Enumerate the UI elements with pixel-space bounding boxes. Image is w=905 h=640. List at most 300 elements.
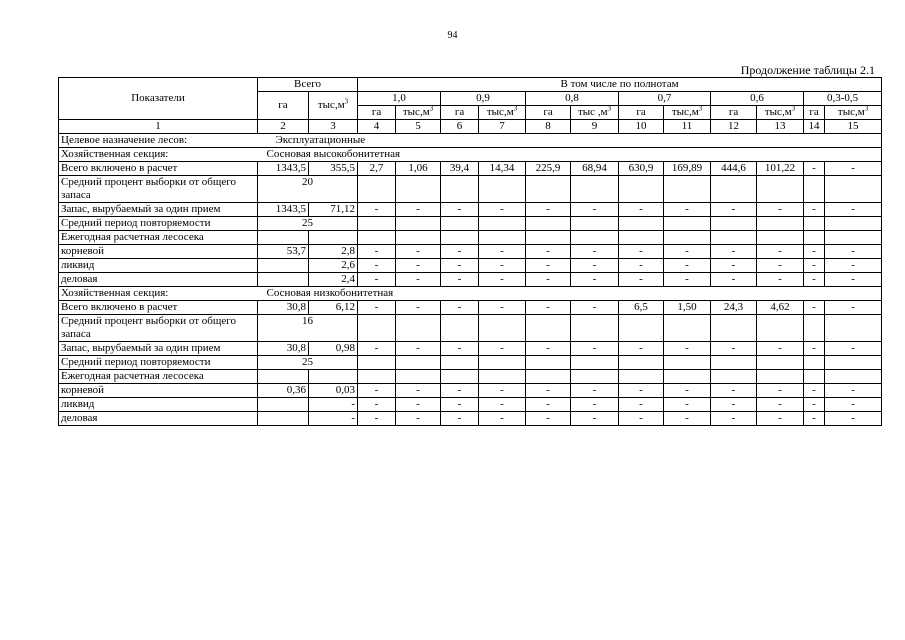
row-merged-value: 25 [258, 356, 358, 370]
empty-cell [664, 356, 711, 370]
avg-period-row [59, 217, 882, 231]
density-group-header: 0,7 [619, 92, 711, 106]
empty-cell [571, 231, 619, 245]
row-merged-value: 16 [258, 315, 358, 342]
row-label: Хозяйственная секция: [59, 287, 258, 301]
table-cell: - [526, 398, 571, 412]
table-cell: - [664, 412, 711, 426]
column-number: 13 [757, 120, 804, 134]
empty-cell [664, 217, 711, 231]
table-cell: - [441, 301, 479, 315]
row-label: Средний процент выборки от общего запаса [59, 176, 258, 203]
empty-cell [526, 356, 571, 370]
empty-cell [479, 356, 526, 370]
density-group-header: 0,8 [526, 92, 619, 106]
table-cell: - [757, 259, 804, 273]
total-calc-row [59, 301, 882, 315]
table-cell: - [825, 301, 882, 315]
table-cell: - [804, 301, 825, 315]
table-cell: - [396, 384, 441, 398]
section-title-row [59, 148, 882, 162]
density-group-header: 0,3-0,5 [804, 92, 882, 106]
table-cell: - [571, 301, 619, 315]
empty-cell [825, 176, 882, 203]
column-number: 3 [309, 120, 358, 134]
ha-subheader: га [804, 106, 825, 120]
annual-cut-row [59, 370, 882, 384]
empty-cell [664, 176, 711, 203]
empty-cell [479, 217, 526, 231]
table-cell: - [804, 245, 825, 259]
table-cell: - [441, 384, 479, 398]
empty-cell [441, 217, 479, 231]
empty-cell [619, 217, 664, 231]
table-cell: - [309, 398, 358, 412]
table-cell: - [711, 412, 757, 426]
table-cell: - [526, 259, 571, 273]
column-number: 14 [804, 120, 825, 134]
table-cell: - [479, 273, 526, 287]
ha-subheader: га [441, 106, 479, 120]
table-cell: - [619, 412, 664, 426]
empty-cell [757, 176, 804, 203]
annual-cut-row [59, 231, 882, 245]
table-cell: 14,34 [479, 162, 526, 176]
including-by-density-header: В том числе по полнотам [358, 78, 882, 92]
density-group-header: 1,0 [358, 92, 441, 106]
empty-cell [526, 176, 571, 203]
empty-cell [804, 231, 825, 245]
table-cell: - [479, 245, 526, 259]
empty-cell [825, 217, 882, 231]
table-cell: - [619, 398, 664, 412]
empty-cell [571, 217, 619, 231]
table-continuation-caption: Продолжение таблицы 2.1 [740, 63, 875, 77]
table-cell: - [358, 203, 396, 217]
empty-cell [479, 176, 526, 203]
table-cell: - [664, 384, 711, 398]
empty-cell [757, 370, 804, 384]
empty-cell [757, 356, 804, 370]
table-cell: - [757, 384, 804, 398]
row-label: Средний период повторяемости [59, 356, 258, 370]
empty-cell [571, 370, 619, 384]
table-cell: - [309, 412, 358, 426]
table-cell: - [664, 203, 711, 217]
liquid-row [59, 398, 882, 412]
table-cell: - [526, 245, 571, 259]
empty-cell [825, 315, 882, 342]
table-cell: - [358, 412, 396, 426]
empty-cell [526, 370, 571, 384]
empty-cell [358, 217, 396, 231]
empty-cell [396, 370, 441, 384]
empty-cell [309, 231, 358, 245]
table-cell: - [804, 203, 825, 217]
table-cell: - [479, 203, 526, 217]
table-cell: - [804, 342, 825, 356]
table-cell: - [526, 301, 571, 315]
forest-purpose-row [59, 134, 882, 148]
root-row [59, 384, 882, 398]
table-cell: - [711, 398, 757, 412]
table-cell: - [571, 245, 619, 259]
table-cell: - [664, 398, 711, 412]
row-label: Запас, вырубаемый за один прием [59, 203, 258, 217]
row-label: корневой [59, 245, 258, 259]
table-cell: - [619, 245, 664, 259]
table-cell: - [825, 342, 882, 356]
empty-cell [711, 370, 757, 384]
table-cell: - [396, 301, 441, 315]
table-cell: 24,3 [711, 301, 757, 315]
empty-cell [396, 356, 441, 370]
row-label: Всего включено в расчет [59, 162, 258, 176]
empty-cell [711, 231, 757, 245]
page-number: 94 [447, 30, 458, 41]
table-cell: 0,98 [309, 342, 358, 356]
row-label: Средний период повторяемости [59, 217, 258, 231]
table-cell: 169,89 [664, 162, 711, 176]
empty-cell [441, 370, 479, 384]
table-cell: - [358, 259, 396, 273]
column-number: 12 [711, 120, 757, 134]
table-cell: - [396, 245, 441, 259]
row-label: ликвид [59, 259, 258, 273]
table-cell: - [757, 398, 804, 412]
table-cell: - [619, 384, 664, 398]
table-cell: - [571, 412, 619, 426]
table-cell: - [804, 412, 825, 426]
table-cell: - [619, 259, 664, 273]
table-cell: - [711, 342, 757, 356]
row-label: Запас, вырубаемый за один прием [59, 342, 258, 356]
table-cell: - [441, 412, 479, 426]
table-cell: - [441, 245, 479, 259]
table-cell: - [664, 245, 711, 259]
empty-cell [441, 315, 479, 342]
empty-cell [804, 370, 825, 384]
table-cell: - [825, 259, 882, 273]
empty-cell [358, 356, 396, 370]
column-number: 8 [526, 120, 571, 134]
indicators-header: Показатели [59, 78, 258, 120]
empty-cell [664, 370, 711, 384]
stock-row [59, 342, 882, 356]
table-cell: - [619, 342, 664, 356]
empty-cell [258, 370, 309, 384]
table-cell: - [825, 245, 882, 259]
ha-subheader: га [526, 106, 571, 120]
table-cell: - [757, 412, 804, 426]
column-number: 5 [396, 120, 441, 134]
table-cell: - [804, 384, 825, 398]
total-calc-row [59, 162, 882, 176]
row-merged-value: 20 [258, 176, 358, 203]
table-cell: - [711, 273, 757, 287]
table-cell: - [664, 273, 711, 287]
row-label: Ежегодная расчетная лесосека [59, 370, 258, 384]
ha-subheader: га [358, 106, 396, 120]
column-number: 11 [664, 120, 711, 134]
table-cell [258, 412, 309, 426]
avg-period-row [59, 356, 882, 370]
table-cell: - [804, 398, 825, 412]
table-cell: - [396, 259, 441, 273]
volume-subheader: $тыс,м^3$ [757, 106, 804, 120]
table-cell: - [358, 398, 396, 412]
empty-cell [258, 231, 309, 245]
empty-cell [358, 176, 396, 203]
table-cell: 630,9 [619, 162, 664, 176]
row-label: Хозяйственная секция: [59, 148, 258, 162]
empty-cell [479, 315, 526, 342]
table-cell: 30,8 [258, 342, 309, 356]
table-cell: 4,62 [757, 301, 804, 315]
table-cell: 1,06 [396, 162, 441, 176]
table-header [59, 78, 882, 134]
table-cell: 2,6 [309, 259, 358, 273]
table-cell: 101,22 [757, 162, 804, 176]
table-cell: 6,5 [619, 301, 664, 315]
empty-cell [526, 231, 571, 245]
empty-cell [619, 176, 664, 203]
table-cell: 0,03 [309, 384, 358, 398]
table-cell: 30,8 [258, 301, 309, 315]
table-cell: 2,7 [358, 162, 396, 176]
column-number: 2 [258, 120, 309, 134]
row-span-value: Эксплуатационные [258, 134, 882, 148]
stock-row [59, 203, 882, 217]
table-cell: - [711, 203, 757, 217]
table-cell: - [711, 259, 757, 273]
table-cell: 68,94 [571, 162, 619, 176]
table-cell: - [479, 384, 526, 398]
column-number: 4 [358, 120, 396, 134]
table-cell: - [825, 384, 882, 398]
table-cell: - [396, 342, 441, 356]
empty-cell [804, 315, 825, 342]
table-cell: - [479, 398, 526, 412]
table-cell: - [664, 342, 711, 356]
table-cell: 225,9 [526, 162, 571, 176]
volume-subheader: $тыс,м^3$ [825, 106, 882, 120]
empty-cell [619, 315, 664, 342]
volume-subheader: $тыс,м^3$ [664, 106, 711, 120]
empty-cell [479, 231, 526, 245]
table-cell: - [825, 273, 882, 287]
table-cell: - [571, 259, 619, 273]
empty-cell [441, 356, 479, 370]
table-cell: - [571, 398, 619, 412]
commercial-row [59, 412, 882, 426]
density-group-header: 0,9 [441, 92, 526, 106]
empty-cell [396, 217, 441, 231]
table-cell: - [396, 412, 441, 426]
table-cell: - [711, 245, 757, 259]
table-cell: - [804, 162, 825, 176]
column-numbers-row [59, 120, 882, 134]
liquid-row [59, 259, 882, 273]
empty-cell [825, 356, 882, 370]
column-number: 15 [825, 120, 882, 134]
table-cell: - [526, 273, 571, 287]
table-cell [258, 259, 309, 273]
table-cell: - [825, 162, 882, 176]
table-cell: - [571, 273, 619, 287]
root-row [59, 245, 882, 259]
table-cell: - [526, 342, 571, 356]
commercial-row [59, 273, 882, 287]
table-cell: - [619, 203, 664, 217]
table-cell: - [479, 259, 526, 273]
table-cell: - [571, 203, 619, 217]
table-cell: 2,8 [309, 245, 358, 259]
row-span-value: Сосновая высокобонитетная [258, 148, 882, 162]
empty-cell [619, 356, 664, 370]
table-cell: - [396, 203, 441, 217]
row-span-value: Сосновая низкобонитетная [258, 287, 882, 301]
empty-cell [358, 315, 396, 342]
column-number: 6 [441, 120, 479, 134]
ha-subheader: га [619, 106, 664, 120]
table-cell: - [825, 203, 882, 217]
table-cell: - [757, 342, 804, 356]
section-title-row [59, 287, 882, 301]
total-header: Всего [258, 78, 358, 92]
empty-cell [619, 370, 664, 384]
empty-cell [571, 356, 619, 370]
empty-cell [441, 176, 479, 203]
table-cell: - [526, 412, 571, 426]
ha-subheader: га [711, 106, 757, 120]
table-cell: 6,12 [309, 301, 358, 315]
density-group-header: 0,6 [711, 92, 804, 106]
table-cell: - [664, 259, 711, 273]
row-label: ликвид [59, 398, 258, 412]
table-cell: 1343,5 [258, 162, 309, 176]
empty-cell [358, 231, 396, 245]
total-volume-header: $тыс,м^3$ [309, 92, 358, 120]
empty-cell [358, 370, 396, 384]
table-cell: - [711, 384, 757, 398]
empty-cell [757, 217, 804, 231]
table-body [59, 134, 882, 426]
empty-cell [711, 176, 757, 203]
table-cell: - [479, 301, 526, 315]
table-cell: 2,4 [309, 273, 358, 287]
table-cell: 39,4 [441, 162, 479, 176]
empty-cell [825, 370, 882, 384]
table-cell: - [358, 301, 396, 315]
empty-cell [396, 231, 441, 245]
table-cell: - [619, 273, 664, 287]
table-cell: - [396, 398, 441, 412]
empty-cell [664, 231, 711, 245]
empty-cell [571, 176, 619, 203]
table-cell: - [571, 342, 619, 356]
row-label: Ежегодная расчетная лесосека [59, 231, 258, 245]
row-label: корневой [59, 384, 258, 398]
row-label: Средний процент выборки от общего запаса [59, 315, 258, 342]
table-cell: 1,50 [664, 301, 711, 315]
empty-cell [711, 356, 757, 370]
empty-cell [526, 217, 571, 231]
empty-cell [479, 370, 526, 384]
table-cell: - [358, 342, 396, 356]
table-cell: - [396, 273, 441, 287]
table-cell: 71,12 [309, 203, 358, 217]
total-ha-header: га [258, 92, 309, 120]
table-cell: - [441, 398, 479, 412]
row-label: деловая [59, 273, 258, 287]
table-cell: 444,6 [711, 162, 757, 176]
empty-cell [571, 315, 619, 342]
table-cell: 1343,5 [258, 203, 309, 217]
empty-cell [309, 370, 358, 384]
table-cell: - [358, 384, 396, 398]
row-label: Целевое назначение лесов: [59, 134, 258, 148]
table-cell: - [757, 203, 804, 217]
table-cell: 0,36 [258, 384, 309, 398]
table-cell [258, 398, 309, 412]
table-cell: - [825, 412, 882, 426]
avg-percent-row [59, 315, 882, 342]
row-label: Всего включено в расчет [59, 301, 258, 315]
empty-cell [804, 176, 825, 203]
empty-cell [396, 315, 441, 342]
table-cell: - [804, 273, 825, 287]
table-cell: - [441, 259, 479, 273]
avg-percent-row [59, 176, 882, 203]
table-cell: - [358, 245, 396, 259]
empty-cell [804, 217, 825, 231]
empty-cell [711, 315, 757, 342]
table-cell: - [479, 412, 526, 426]
table-cell: - [526, 384, 571, 398]
column-number: 7 [479, 120, 526, 134]
empty-cell [711, 217, 757, 231]
volume-subheader: тыс $,м^3$ [571, 106, 619, 120]
column-number: 10 [619, 120, 664, 134]
empty-cell [526, 315, 571, 342]
table-cell: - [571, 384, 619, 398]
table-cell: - [804, 259, 825, 273]
empty-cell [825, 231, 882, 245]
table-cell: - [441, 203, 479, 217]
table-cell: - [441, 342, 479, 356]
empty-cell [396, 176, 441, 203]
forest-data-table [58, 77, 882, 426]
table-cell: - [526, 203, 571, 217]
table-cell: - [825, 398, 882, 412]
row-merged-value: 25 [258, 217, 358, 231]
column-number: 1 [59, 120, 258, 134]
volume-subheader: $тыс,м^3$ [479, 106, 526, 120]
empty-cell [757, 315, 804, 342]
volume-subheader: $тыс,м^3$ [396, 106, 441, 120]
row-label: деловая [59, 412, 258, 426]
empty-cell [619, 231, 664, 245]
empty-cell [664, 315, 711, 342]
table-cell: - [358, 273, 396, 287]
empty-cell [804, 356, 825, 370]
empty-cell [757, 231, 804, 245]
column-number: 9 [571, 120, 619, 134]
table-cell: - [441, 273, 479, 287]
table-cell [258, 273, 309, 287]
table-cell: - [757, 245, 804, 259]
